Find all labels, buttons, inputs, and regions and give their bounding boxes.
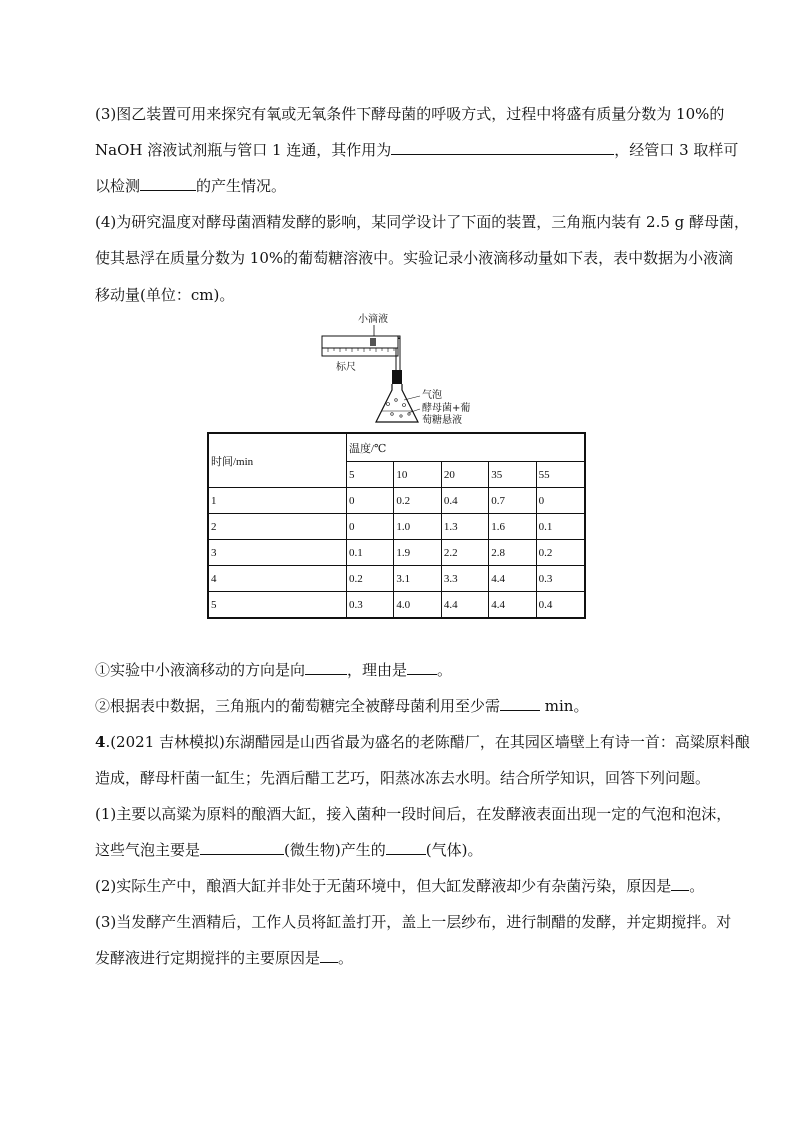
q3-line1: (3)图乙装置可用来探究有氧或无氧条件下酵母菌的呼吸方式，过程中将盛有质量分数为 10%的 [95,105,725,123]
p4-q1-line2 [95,840,482,860]
liquid-droplet [370,338,376,346]
q3-line3-text-a: 以检测 [95,177,141,195]
problem4-line1-text: .(2021 吉林模拟)东湖醋园是山西省最为盛名的老陈醋厂，在其园区墙壁上有诗一首：高粱原料酿 [105,733,750,751]
cell: 3.1 [394,566,441,592]
p4-q3-text-a: 发酵液进行定期搅拌的主要原因是 [95,949,321,967]
q3-line3-text-b: 的产生情况。 [196,177,287,195]
data-table [207,432,586,619]
p4-q2 [95,876,704,896]
row-time: 4 [208,566,347,592]
cell: 4.4 [489,566,536,592]
cell: 0.3 [536,566,585,592]
time-header: 时间/min [208,433,347,488]
p4-q2-text-b: 。 [689,877,705,895]
temp-5: 5 [347,462,394,488]
conical-flask [376,384,418,422]
cell: 0 [536,488,585,514]
cell: 1.3 [441,514,488,540]
p4-q1-text-a: 这些气泡主要是 [95,841,201,859]
cell: 1.0 [394,514,441,540]
answer-blank-direction[interactable] [305,660,347,675]
cell: 0.3 [347,592,394,619]
problem4-line1 [95,732,750,752]
cell: 0 [347,488,394,514]
answer-blank-detect[interactable] [140,176,196,191]
p4-q1-line1: (1)主要以高粱为原料的酿酒大缸，接入菌种一段时间后，在发酵液表面出现一定的气泡和泡沫， [95,805,732,823]
stopper [392,370,402,384]
row-time: 5 [208,592,347,619]
temp-20: 20 [441,462,488,488]
cell: 0.4 [536,592,585,619]
label-ruler: 标尺 [336,362,356,373]
cell: 0.7 [489,488,536,514]
answer-blank-gas[interactable] [386,840,426,855]
sub-question-1 [95,660,452,680]
answer-blank-stirring[interactable] [320,948,338,963]
label-droplet: 小滴液 [358,314,388,325]
row-time: 3 [208,540,347,566]
p4-q2-text-a: (2)实际生产中，酿酒大缸并非处于无菌环境中，但大缸发酵液却少有杂菌污染，原因是 [95,877,672,895]
p4-q1-text-c: (气体)。 [425,841,483,859]
q3-line2 [95,140,738,160]
q3-line2-text-b: ，经管口 3 取样可 [614,141,739,159]
cell: 0.4 [441,488,488,514]
temp-10: 10 [394,462,441,488]
cell: 2.8 [489,540,536,566]
cell: 4.4 [441,592,488,619]
table-row [208,592,585,619]
sub-question-2 [95,696,588,716]
label-bubble: 气泡 [422,390,442,401]
sub2-text-b: min。 [540,697,589,715]
q4-line2: 使其悬浮在质量分数为 10%的葡萄糖溶液中。实验记录小液滴移动量如下表，表中数据为小液滴 [95,249,734,267]
sub1-text-b: ，理由是 [347,661,408,679]
table-row [208,488,585,514]
cell: 0.1 [347,540,394,566]
cell: 0.1 [536,514,585,540]
answer-blank-naoh-function[interactable] [391,140,614,155]
table-row [208,540,585,566]
glass-tube [322,336,398,348]
ruler [322,348,398,356]
row-time: 1 [208,488,347,514]
cell: 1.9 [394,540,441,566]
q3-line2-text-a: NaOH 溶液试剂瓶与管口 1 连通，其作用为 [95,141,392,159]
problem-number: 4 [95,733,106,751]
cell: 4.4 [489,592,536,619]
problem4-line2: 造成，酵母杆菌一缸生；先酒后醋工艺巧，阳蒸冰冻去水明。结合所学知识，回答下列问题。 [95,769,711,787]
p4-q3-line1: (3)当发酵产生酒精后，工作人员将缸盖打开，盖上一层纱布，进行制醋的发酵，并定期搅拌。对 [95,913,732,931]
label-suspension-1: 酵母菌+葡 [422,403,471,414]
p4-q3-line2 [95,948,353,968]
cell: 2.2 [441,540,488,566]
temp-55: 55 [536,462,585,488]
sub2-text-a: ②根据表中数据，三角瓶内的葡萄糖完全被酵母菌利用至少需 [95,697,501,715]
apparatus-diagram [318,310,488,432]
table-row [208,514,585,540]
temp-header: 温度/℃ [347,433,586,462]
cell: 0.2 [394,488,441,514]
p4-q1-text-b: (微生物)产生的 [284,841,386,859]
cell: 3.3 [441,566,488,592]
cell: 0 [347,514,394,540]
cell: 1.6 [489,514,536,540]
q3-line3 [95,176,286,196]
q4-line1: (4)为研究温度对酵母菌酒精发酵的影响，某同学设计了下面的装置，三角瓶内装有 2.5 g 酵母菌， [95,213,750,231]
table-row [208,566,585,592]
row-time: 2 [208,514,347,540]
cell: 0.2 [536,540,585,566]
p4-q3-text-b: 。 [338,949,354,967]
answer-blank-reason[interactable] [407,660,437,675]
sub1-text-c: 。 [437,661,453,679]
answer-blank-contamination[interactable] [671,876,689,891]
answer-blank-microbe[interactable] [200,840,284,855]
answer-blank-minutes[interactable] [500,696,540,711]
cell: 4.0 [394,592,441,619]
q4-line3: 移动量(单位：cm)。 [95,286,235,304]
temp-35: 35 [489,462,536,488]
cell: 0.2 [347,566,394,592]
label-suspension-2: 萄糖悬液 [422,415,462,426]
sub1-text-a: ①实验中小液滴移动的方向是向 [95,661,306,679]
